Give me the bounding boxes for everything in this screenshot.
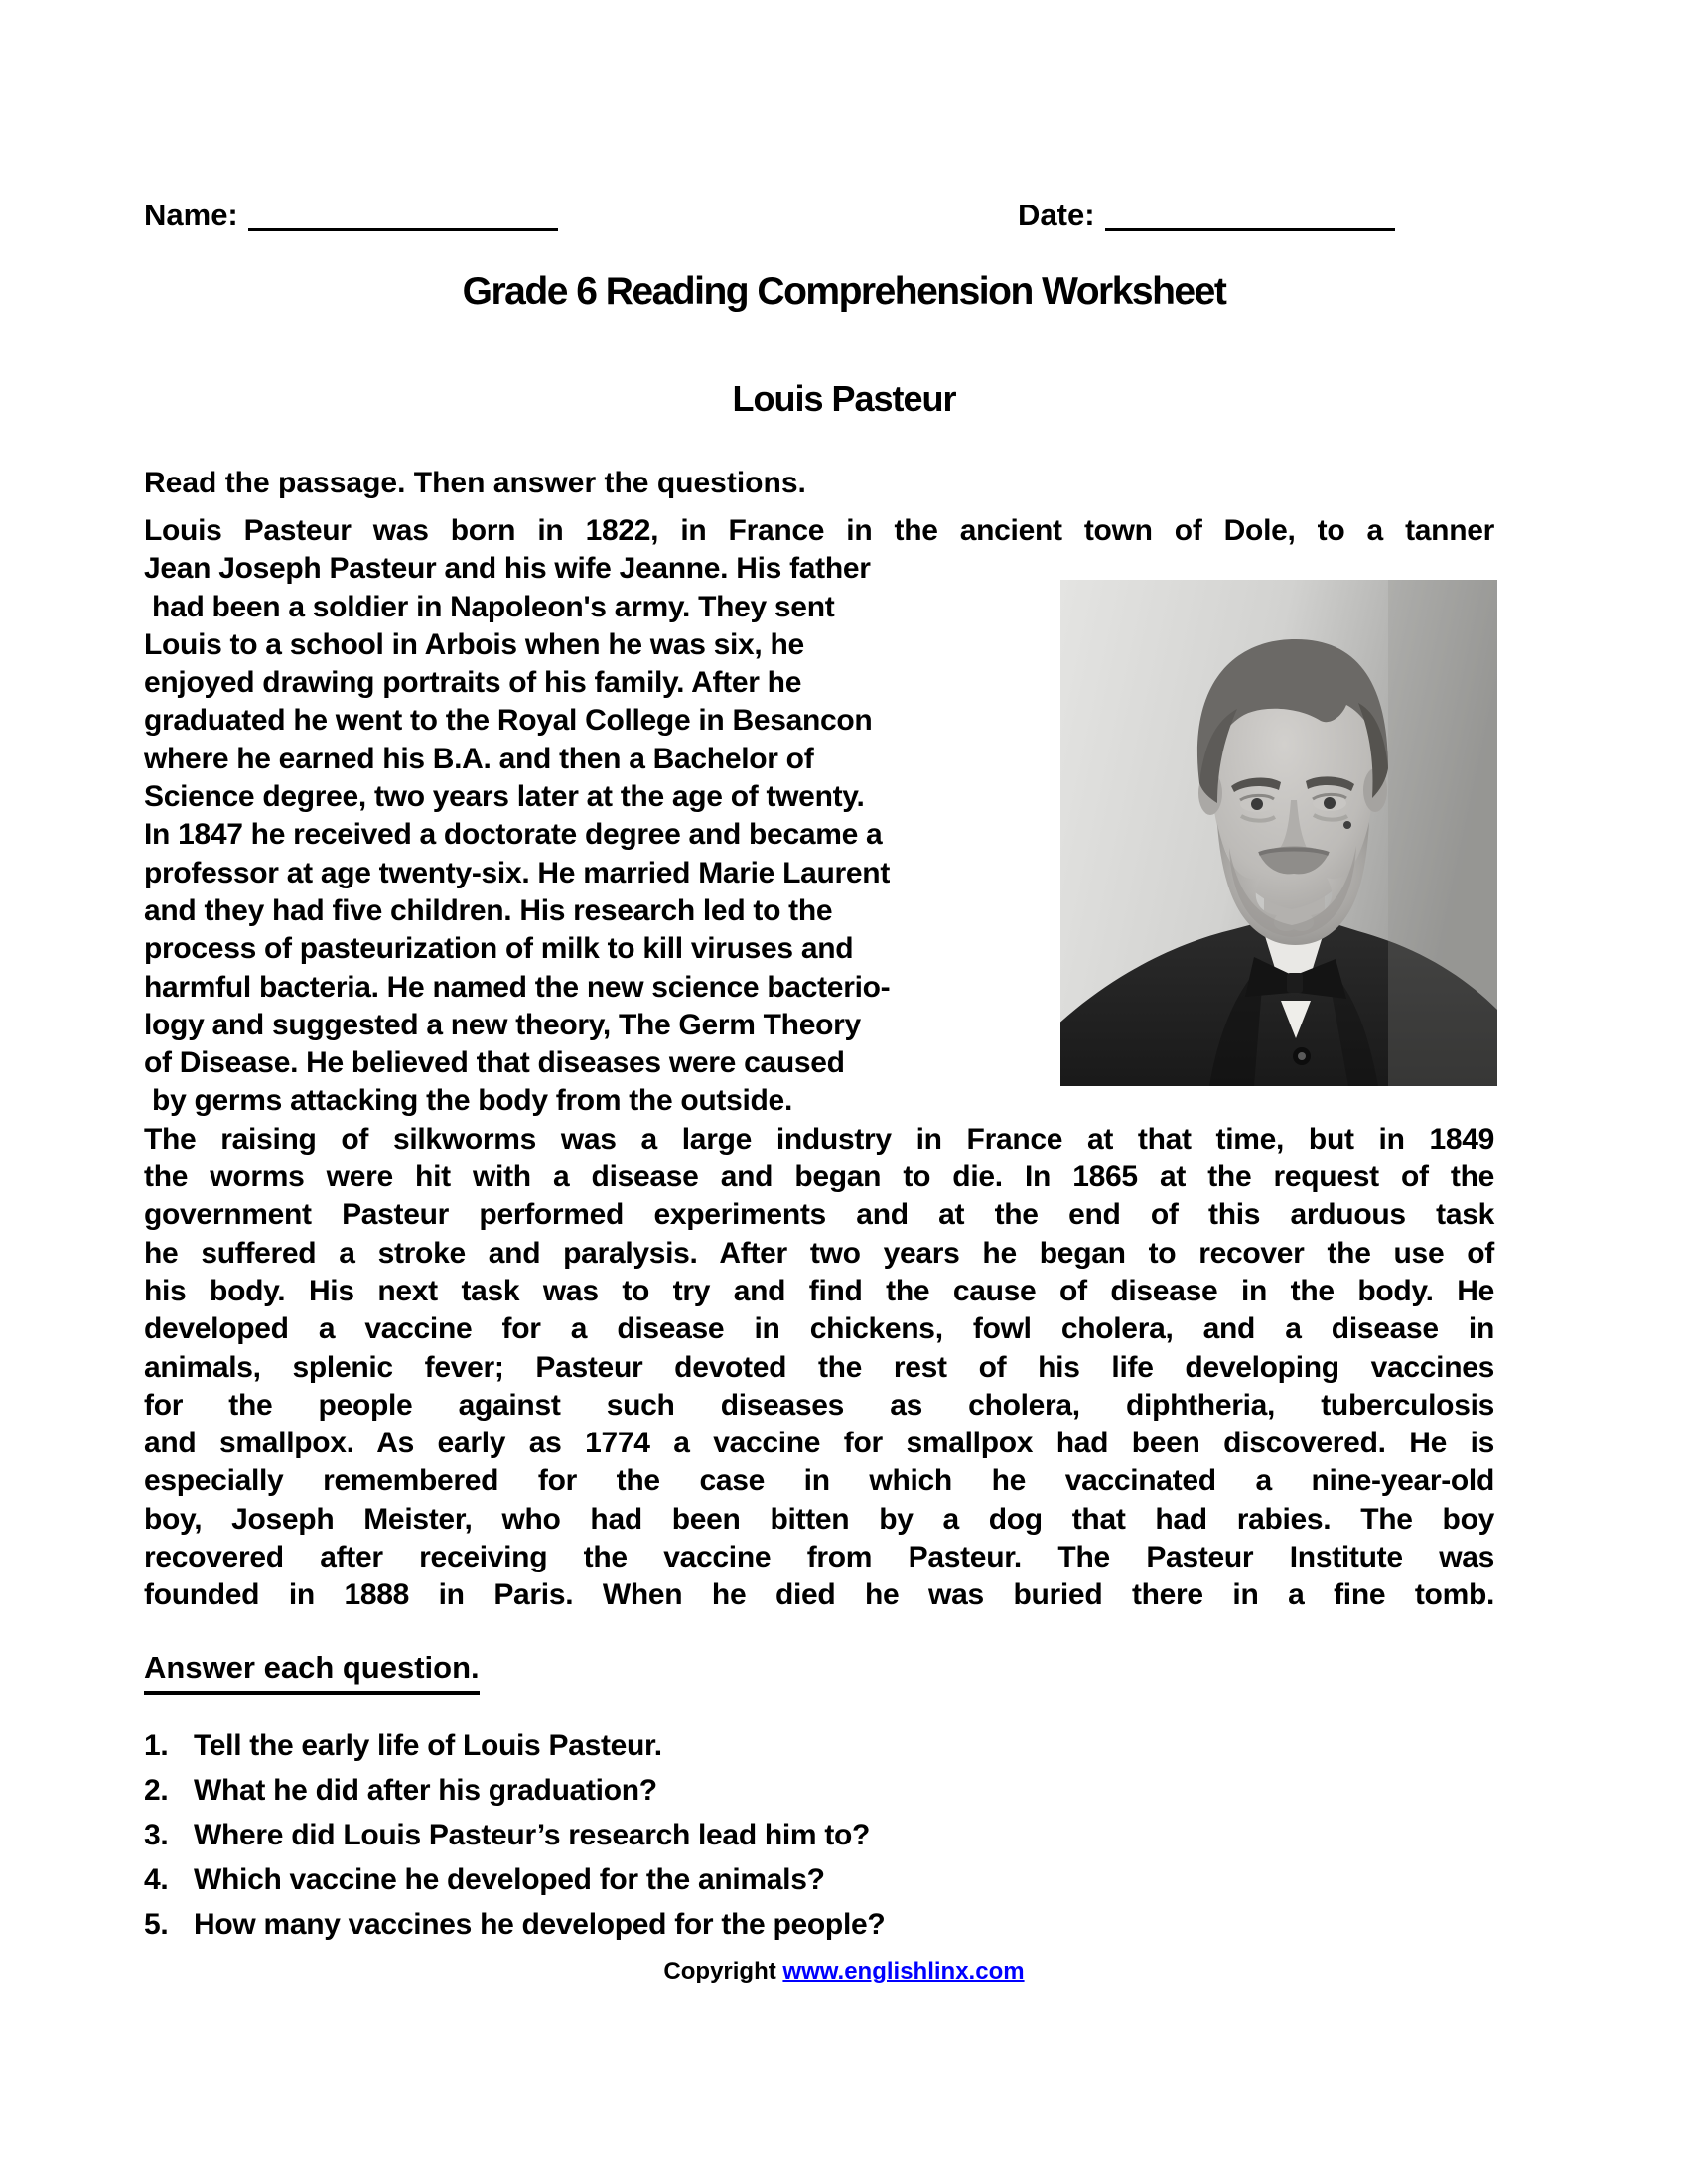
passage-line: founded in 1888 in Paris. When he died he was buried there in a fine tomb.: [144, 1578, 1494, 1612]
passage-title: Louis Pasteur: [732, 378, 956, 419]
name-label: Name:: [144, 198, 238, 232]
passage-line: recovered after receiving the vaccine from Pasteur. The Pasteur Institute was: [144, 1541, 1494, 1574]
instructions-text: Read the passage. Then answer the questions.: [144, 467, 806, 499]
passage-line: Jean Joseph Pasteur and his wife Jeanne. His father: [144, 552, 871, 586]
passage-line: his body. His next task was to try and find the cause of disease in the body. He: [144, 1274, 1494, 1307]
passage-line: graduated he went to the Royal College in Besancon: [144, 704, 873, 738]
question-text: Which vaccine he developed for the animals?: [194, 1863, 825, 1896]
passage-full-lines: [144, 1121, 1494, 1615]
passage-line: where he earned his B.A. and then a Bachelor of: [144, 742, 814, 775]
passage-line: especially remembered for the case in which he vaccinated a nine-year-old: [144, 1464, 1494, 1498]
question-text: What he did after his graduation?: [194, 1774, 657, 1807]
passage-line: harmful bacteria. He named the new science bacterio-: [144, 970, 891, 1004]
date-field: [1018, 195, 1395, 233]
passage: [144, 512, 1494, 1615]
question-number: 4.: [144, 1863, 169, 1896]
passage-line: Louis Pasteur was born in 1822, in France in the ancient town of Dole, to a tanner: [144, 514, 1494, 547]
question-item: [144, 1774, 885, 1819]
passage-line: developed a vaccine for a disease in chickens, fowl cholera, and a disease in: [144, 1312, 1494, 1346]
copyright-label: Copyright: [663, 1958, 776, 1984]
passage-line: boy, Joseph Meister, who had been bitten by a dog that had rabies. The boy: [144, 1502, 1494, 1536]
passage-line: of Disease. He believed that diseases were caused: [144, 1046, 845, 1080]
question-list: [144, 1729, 885, 1953]
question-number: 3.: [144, 1819, 169, 1851]
passage-line: In 1847 he received a doctorate degree and became a: [144, 818, 883, 852]
copyright-line: [0, 1958, 1688, 1985]
question-number: 2.: [144, 1774, 169, 1807]
copyright-link[interactable]: www.englishlinx.com: [782, 1958, 1025, 1984]
passage-line: enjoyed drawing portraits of his family. After he: [144, 666, 802, 700]
passage-line: process of pasteurization of milk to kill viruses and: [144, 932, 854, 966]
passage-line: and smallpox. As early as 1774 a vaccine for smallpox had been discovered. He is: [144, 1427, 1494, 1460]
question-text: Tell the early life of Louis Pasteur.: [194, 1729, 662, 1762]
question-number: 1.: [144, 1729, 169, 1762]
question-item: [144, 1819, 885, 1863]
date-blank-line: [1105, 195, 1395, 231]
passage-line: animals, splenic fever; Pasteur devoted the rest of his life developing vaccines: [144, 1350, 1494, 1384]
question-item: [144, 1863, 885, 1908]
passage-line: the worms were hit with a disease and began to die. In 1865 at the request of the: [144, 1160, 1494, 1194]
question-text: How many vaccines he developed for the people?: [194, 1908, 886, 1941]
passage-line: he suffered a stroke and paralysis. After two years he began to recover the use of: [144, 1236, 1494, 1270]
passage-line: had been a soldier in Napoleon's army. They sent: [144, 590, 835, 623]
question-text: Where did Louis Pasteur’s research lead him to?: [194, 1819, 871, 1851]
date-label: Date:: [1018, 198, 1095, 232]
page-title: Grade 6 Reading Comprehension Worksheet: [462, 270, 1226, 313]
question-item: [144, 1729, 885, 1774]
answer-section-heading: Answer each question.: [144, 1650, 480, 1695]
question-number: 5.: [144, 1908, 169, 1941]
louis-pasteur-photo: [1060, 580, 1497, 1086]
passage-line: by germs attacking the body from the outside.: [144, 1084, 792, 1118]
passage-line: The raising of silkworms was a large industry in France at that time, but in 1849: [144, 1122, 1494, 1156]
name-field: [144, 195, 558, 233]
question-item: [144, 1908, 885, 1953]
passage-line: and they had five children. His research led to the: [144, 893, 833, 927]
passage-line: Louis to a school in Arbois when he was six, he: [144, 627, 804, 661]
passage-line: government Pasteur performed experiments and at the end of this arduous task: [144, 1198, 1494, 1232]
passage-line: Science degree, two years later at the age of twenty.: [144, 780, 865, 814]
passage-line: professor at age twenty-six. He married Marie Laurent: [144, 856, 891, 889]
name-blank-line: [248, 195, 558, 231]
passage-line: logy and suggested a new theory, The Germ Theory: [144, 1008, 861, 1041]
passage-line: for the people against such diseases as cholera, diphtheria, tuberculosis: [144, 1388, 1494, 1422]
